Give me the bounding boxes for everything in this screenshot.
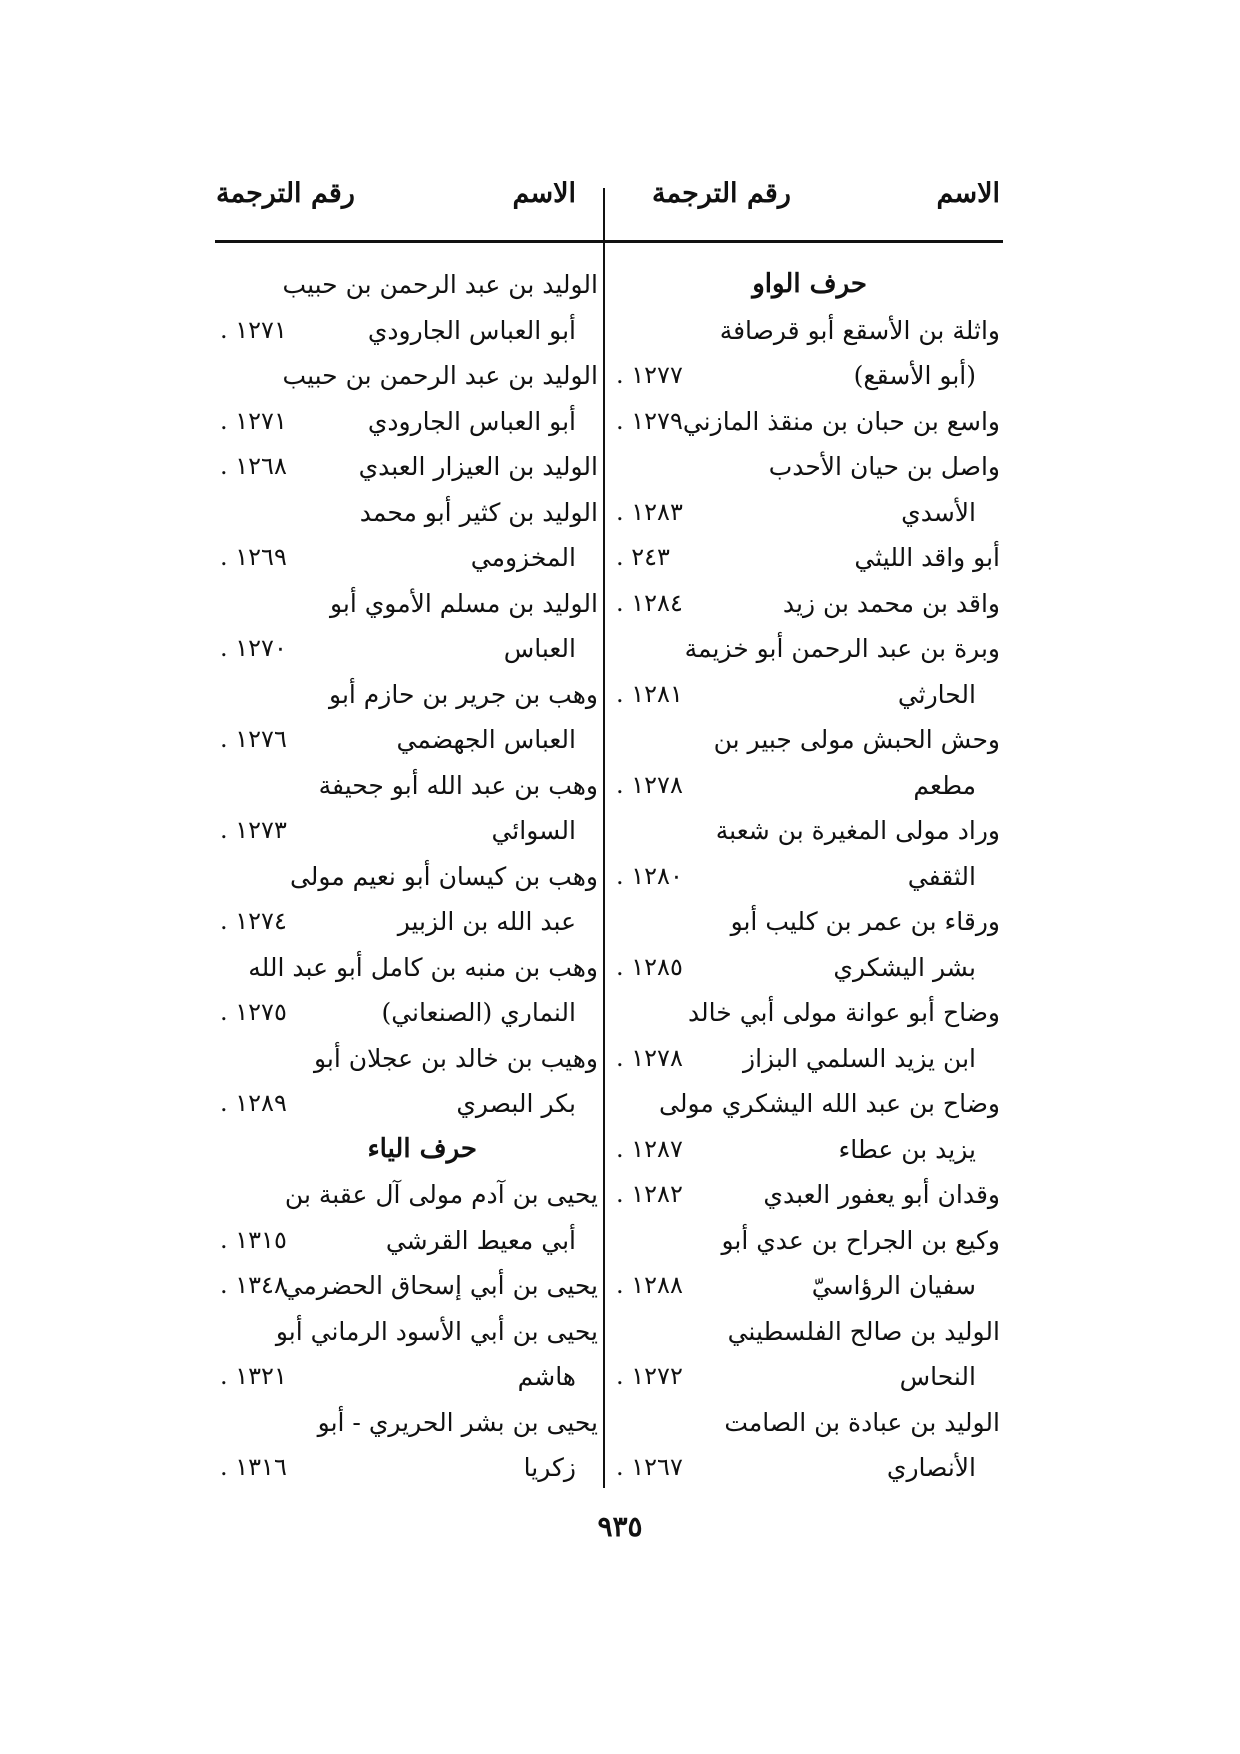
entry-number: ١٢٨١ .	[616, 679, 683, 708]
entry-name: الأنصاري	[886, 1453, 976, 1482]
header-rule	[215, 240, 1003, 243]
entry-number: ١٢٧٦ .	[220, 725, 287, 753]
index-entry	[612, 1127, 1012, 1173]
entry-number: ١٢٧٨ .	[616, 770, 683, 799]
index-entry	[612, 899, 1012, 945]
entry-name: واصل بن حيان الأحدب	[768, 452, 1000, 481]
index-entry	[212, 1036, 612, 1082]
entry-name: وقدان أبو يعفور العبدي	[763, 1180, 1000, 1209]
entry-name: الثقفي	[907, 861, 976, 891]
entry-name: يزيد بن عطاء	[838, 1134, 976, 1164]
index-entry	[612, 945, 1012, 991]
index-entry	[612, 808, 1012, 854]
entry-name: الوليد بن العيزار العبدي	[358, 452, 598, 481]
entry-name: وهب بن عبد الله أبو جحيفة	[318, 770, 598, 800]
entry-name: الوليد بن عبادة بن الصامت	[724, 1407, 1000, 1437]
index-entry	[212, 717, 612, 763]
entry-number: ١٢٧٨ .	[616, 1043, 683, 1072]
index-entry	[612, 1309, 1012, 1355]
entry-name: العباس الجهضمي	[396, 725, 576, 754]
entry-number: ٢٤٣ .	[616, 543, 670, 571]
entry-number: ١٢٧٤ .	[220, 907, 287, 935]
entry-number: ١٢٧٥ .	[220, 998, 287, 1026]
index-entry	[612, 717, 1012, 763]
section-title: حرف الياء	[367, 1133, 477, 1164]
index-entry	[612, 1400, 1012, 1446]
index-entry	[212, 672, 612, 718]
entry-name: واقد بن محمد بن زيد	[782, 588, 1000, 618]
entry-number: ١٣٤٨ .	[220, 1271, 287, 1299]
header-left	[212, 178, 612, 228]
index-entry	[212, 1354, 612, 1400]
index-entry	[612, 444, 1012, 490]
index-entry	[212, 1309, 612, 1355]
index-entry	[212, 535, 612, 581]
entry-number: ١٢٧٩ .	[616, 406, 683, 435]
entry-number: ١٢٨٩ .	[220, 1089, 287, 1117]
header-right-number: رقم الترجمة	[652, 178, 791, 209]
index-entry	[612, 672, 1012, 718]
index-entry	[612, 353, 1012, 399]
index-entry	[612, 535, 1012, 581]
entry-name: عبد الله بن الزبير	[397, 907, 576, 936]
index-entry	[612, 581, 1012, 627]
entry-name: يحيى بن بشر الحريري - أبو	[317, 1407, 598, 1437]
entry-name: وهب بن جرير بن حازم أبو	[329, 679, 598, 709]
index-entry	[212, 1218, 612, 1264]
header-right	[612, 178, 1012, 228]
entry-number: ١٢٦٩ .	[220, 543, 287, 571]
page-number: ٩٣٥	[597, 1510, 643, 1543]
entry-name: الوليد بن كثير أبو محمد	[359, 497, 598, 527]
index-entry	[212, 1445, 612, 1491]
entry-name: هاشم	[517, 1362, 576, 1391]
entry-number: ١٢٨٢ .	[616, 1180, 683, 1208]
index-entry	[612, 626, 1012, 672]
entry-name: سفيان الرؤاسيّ	[811, 1271, 976, 1300]
entry-number: ١٣١٥ .	[220, 1225, 287, 1254]
index-entry	[212, 945, 612, 991]
index-entry	[212, 990, 612, 1036]
entry-number: ١٢٦٧ .	[616, 1453, 683, 1481]
entry-name: الحارثي	[897, 679, 976, 709]
entry-number: ١٢٧١ .	[220, 406, 287, 435]
entry-name: وبرة بن عبد الرحمن أبو خزيمة	[684, 634, 1000, 663]
entry-name: وراد مولى المغيرة بن شعبة	[715, 816, 1000, 845]
entry-number: ١٢٧٢ .	[616, 1362, 683, 1390]
index-entry	[212, 262, 612, 308]
index-entry	[612, 1172, 1012, 1218]
index-entry	[212, 626, 612, 672]
entry-number: ١٢٦٨ .	[220, 452, 287, 480]
header-right-name: الاسم	[936, 178, 1000, 209]
entry-name: بكر البصري	[456, 1089, 576, 1118]
index-entry	[612, 1036, 1012, 1082]
entry-number: ١٢٨٥ .	[616, 952, 683, 981]
index-entry	[612, 308, 1012, 354]
entry-number: ١٢٧١ .	[220, 315, 287, 344]
entry-name: وهب بن كيسان أبو نعيم مولى	[289, 861, 598, 891]
section-heading	[212, 1127, 612, 1173]
entry-name: الوليد بن عبد الرحمن بن حبيب	[282, 270, 598, 299]
index-entry	[612, 854, 1012, 900]
entry-number: ١٢٨٧ .	[616, 1134, 683, 1163]
entry-name: أبو واقد الليثي	[854, 543, 1000, 572]
left-column	[212, 262, 612, 1491]
index-entry	[212, 490, 612, 536]
entry-name: ابن يزيد السلمي البزاز	[743, 1043, 976, 1073]
entry-name: وضاح أبو عوانة مولى أبي خالد	[687, 998, 1000, 1027]
index-entry	[212, 808, 612, 854]
entry-name: النماري (الصنعاني)	[381, 998, 576, 1027]
index-entry	[212, 1263, 612, 1309]
entry-name: (أبو الأسقع)	[853, 361, 976, 390]
entry-number: ١٢٨٠ .	[616, 861, 683, 890]
entry-number: ١٢٨٤ .	[616, 588, 683, 617]
entry-number: ١٢٧٧ .	[616, 361, 683, 389]
header-left-name: الاسم	[512, 178, 576, 209]
entry-name: أبو العباس الجارودي	[367, 406, 576, 436]
index-entry	[212, 1400, 612, 1446]
entry-name: الأسدي	[901, 497, 976, 527]
entry-name: مطعم	[913, 770, 976, 800]
index-entry	[612, 399, 1012, 445]
entry-name: وضاح بن عبد الله اليشكري مولى	[659, 1089, 1000, 1118]
index-entry	[612, 1081, 1012, 1127]
entry-name: يحيى بن أبي إسحاق الحضرمي	[282, 1271, 598, 1300]
section-heading	[612, 262, 1012, 308]
index-entry	[612, 1263, 1012, 1309]
entry-name: السوائي	[491, 816, 576, 845]
entry-name: أبو العباس الجارودي	[367, 315, 576, 345]
entry-name: وحش الحبش مولى جبير بن	[713, 725, 1000, 754]
entry-name: المخزومي	[470, 543, 576, 572]
entry-name: ورقاء بن عمر بن كليب أبو	[730, 907, 1000, 936]
entry-name: واسع بن حبان بن منقذ المازني	[682, 406, 1000, 436]
entry-number: ١٣٢١ .	[220, 1362, 287, 1390]
entry-number: ١٢٧٣ .	[220, 816, 287, 844]
entry-name: الوليد بن عبد الرحمن بن حبيب	[282, 361, 598, 390]
entry-name: الوليد بن مسلم الأموي أبو	[329, 588, 598, 618]
index-entry	[612, 1354, 1012, 1400]
index-entry	[212, 899, 612, 945]
index-entry	[612, 1218, 1012, 1264]
entry-number: ١٣١٦ .	[220, 1453, 287, 1481]
entry-name: أبي معيط القرشي	[385, 1225, 576, 1255]
entry-number: ١٢٨٣ .	[616, 497, 683, 526]
index-entry	[212, 854, 612, 900]
entry-number: ١٢٧٠ .	[220, 634, 287, 662]
right-column	[612, 262, 1012, 1491]
header-left-number: رقم الترجمة	[216, 178, 355, 209]
entry-name: بشر اليشكري	[833, 952, 976, 982]
entry-name: وهيب بن خالد بن عجلان أبو	[313, 1043, 598, 1073]
entry-name: العباس	[503, 634, 576, 663]
entry-name: زكريا	[523, 1453, 576, 1482]
index-entry	[212, 1081, 612, 1127]
entry-name: الوليد بن صالح الفلسطيني	[727, 1316, 1000, 1346]
index-entry	[612, 990, 1012, 1036]
index-entry	[212, 581, 612, 627]
index-entry	[212, 308, 612, 354]
index-entry	[212, 763, 612, 809]
entry-name: وهب بن منبه بن كامل أبو عبد الله	[248, 952, 598, 982]
entry-name: يحيى بن آدم مولى آل عقبة بن	[284, 1180, 598, 1209]
entry-number: ١٢٨٨ .	[616, 1271, 683, 1299]
index-entry	[212, 444, 612, 490]
entry-name: واثلة بن الأسقع أبو قرصافة	[719, 315, 1000, 345]
entry-name: يحيى بن أبي الأسود الرماني أبو	[275, 1316, 598, 1346]
entry-name: النحاس	[899, 1362, 976, 1391]
index-entry	[612, 490, 1012, 536]
entry-name: وكيع بن الجراح بن عدي أبو	[721, 1225, 1000, 1255]
index-entry	[212, 1172, 612, 1218]
index-entry	[612, 1445, 1012, 1491]
index-entry	[212, 399, 612, 445]
index-entry	[212, 353, 612, 399]
section-title: حرف الواو	[752, 269, 867, 299]
index-entry	[612, 763, 1012, 809]
